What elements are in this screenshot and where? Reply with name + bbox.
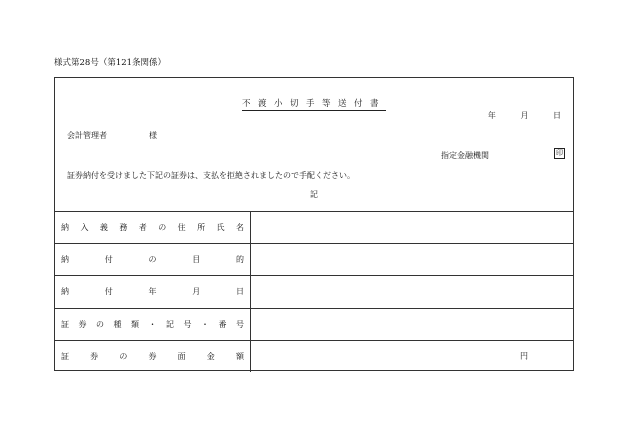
- yen-unit-label: 円: [520, 351, 528, 361]
- seal-mark: 印: [556, 149, 563, 157]
- row-label-char: 納: [61, 287, 69, 297]
- row-label-char: 類: [131, 319, 139, 329]
- row-label-char: 金: [206, 351, 215, 361]
- row-label: [55, 340, 251, 372]
- row-label-char: 年: [148, 287, 157, 297]
- row-label-char: 種: [113, 319, 122, 329]
- date-year-label: 年: [487, 111, 496, 120]
- row-label-char: 証: [61, 351, 69, 361]
- row-label-char: 券: [90, 351, 99, 361]
- notice-text: 証券納付を受けました下記の証券は、支払を拒絶されましたので手配ください。: [67, 171, 355, 180]
- row-label-char: 目: [192, 255, 201, 265]
- row-label-char: の: [96, 319, 104, 329]
- row-label-char: 額: [235, 351, 244, 361]
- row-label-char: 入: [80, 223, 89, 233]
- row-label: [55, 308, 251, 340]
- row-label-char: 券: [148, 351, 157, 361]
- row-label: [55, 276, 251, 308]
- row-label-char: 所: [197, 223, 206, 233]
- row-label-char: 月: [192, 287, 201, 297]
- row-label-char: 日: [236, 287, 244, 297]
- row-label: [55, 212, 251, 244]
- form-number: 様式第28号（第121条関係）: [54, 58, 167, 68]
- row-label-char: 義: [99, 223, 108, 233]
- row-label-char: 付: [104, 287, 113, 297]
- table-row: [55, 244, 573, 276]
- row-label-char: 記: [166, 319, 174, 329]
- table-row: [55, 276, 573, 308]
- details-table: [55, 211, 573, 372]
- row-label-char: ・: [201, 319, 209, 329]
- row-label-char: 号: [236, 319, 244, 329]
- ki-label: 記: [310, 190, 318, 199]
- row-label-char: の: [148, 255, 157, 265]
- addressee-name: 会計管理者: [67, 131, 107, 140]
- date-line: [466, 110, 561, 121]
- row-label-char: 務: [119, 223, 128, 233]
- row-label-char: の: [158, 223, 167, 233]
- row-label-char: 号: [183, 319, 192, 329]
- table-row: [55, 340, 573, 372]
- row-value-field[interactable]: [251, 212, 574, 244]
- table-row: [55, 308, 573, 340]
- date-day-label: 日: [553, 111, 561, 120]
- table-row: [55, 212, 573, 244]
- form-frame: [54, 77, 574, 371]
- row-value-field[interactable]: [251, 308, 574, 340]
- row-label-char: 証: [61, 319, 69, 329]
- row-label-char: ・: [148, 319, 157, 329]
- addressee: [67, 130, 157, 141]
- row-label-char: 氏: [216, 223, 225, 233]
- row-label-char: 面: [177, 351, 186, 361]
- addressee-honorific: 様: [149, 131, 157, 140]
- row-label: [55, 244, 251, 276]
- date-month-label: 月: [520, 111, 529, 120]
- row-label-char: 券: [78, 319, 87, 329]
- row-label-char: 名: [235, 223, 244, 233]
- form-title: 不渡小切手等送付書: [241, 99, 386, 109]
- row-label-char: 的: [236, 255, 244, 265]
- row-label-char: の: [119, 351, 128, 361]
- institution-label: 指定金融機関: [441, 151, 489, 160]
- row-value-field[interactable]: [251, 244, 574, 276]
- row-value-field[interactable]: [251, 276, 574, 308]
- row-label-char: 付: [104, 255, 113, 265]
- row-label-char: 納: [61, 255, 69, 265]
- row-label-char: 住: [177, 223, 186, 233]
- row-label-char: 納: [61, 223, 69, 233]
- row-label-char: 者: [138, 223, 147, 233]
- row-value-field[interactable]: [251, 340, 574, 372]
- row-label-char: 番: [218, 319, 227, 329]
